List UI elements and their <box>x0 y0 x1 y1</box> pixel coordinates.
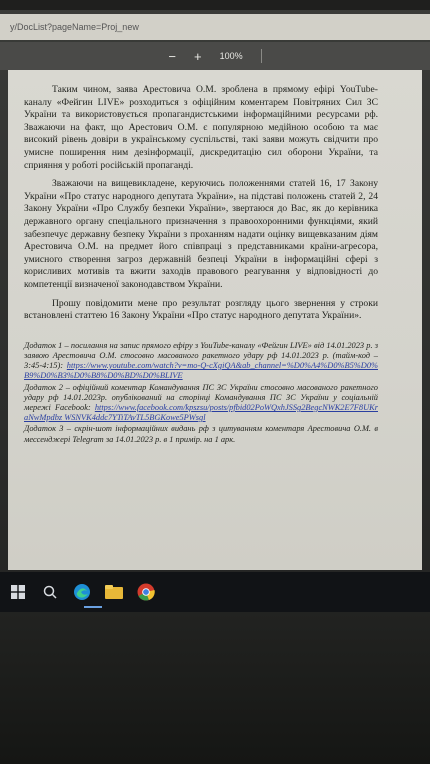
attachment-note-1 <box>24 341 378 382</box>
zoom-level: 100% <box>219 51 243 61</box>
paragraph: Таким чином, заява Арестовича О.М. зроблена в прямому ефірі YouTube-каналу «Фейгин LIVE» розходиться з офіційним коментарем Повітряних Сил ЗС України та використовується пропагандистськими інформаційними ресурсами рф. Зважаючи на факт, що Арестович О.М. є популярною медійною особою та має високий рівень довіри в українському суспільстві, такі заяви можуть свідчити про умисне поширення ним дезінформації, дискредитацію сил оборони України, та сприяння у роботі російській пропаганді. <box>24 84 378 171</box>
facebook-link[interactable]: https://www.facebook.com/kpszsu/posts/pfbid02PoWQxhJSSg2BegcNWK2E7F8UKraNwMpdbz WSNVK4ddc7YTiTAvTL5BGKowe5PWsgl <box>24 402 378 423</box>
browser-address-bar[interactable] <box>0 14 430 40</box>
laptop-keyboard-area <box>0 612 430 764</box>
search-icon[interactable] <box>40 582 60 602</box>
paragraph: Зважаючи на вищевикладене, керуючись положеннями статей 16, 17 Закону України «Про статус народного депутата України», на підставі положень статей 2, 24 Закону України «Про Службу безпеки України», звертаюся до Вас, як до керівника державного органу спеціального призначення з правоохоронними функціями, який забезпечує державну безпеку України з проханням надати оцінку вищевказаним діям Арестовича О.М. на предмет його співпраці з представниками країни-агресора, умисного створення загроз державній безпеці України в інформаційні сфері з корисливих мотивів та вжити заходів правового реагування у відповідності до компетенції визначеної законодавством України. <box>24 178 378 290</box>
file-explorer-icon[interactable] <box>104 582 124 602</box>
attachment-note-2 <box>24 383 378 424</box>
chrome-icon[interactable] <box>136 582 156 602</box>
monitor-bezel <box>0 0 430 10</box>
toolbar-divider <box>261 49 262 63</box>
zoom-out-button[interactable]: − <box>168 48 176 64</box>
attachments-list <box>24 341 378 445</box>
address-text[interactable]: y/DocList?pageName=Proj_new <box>10 22 139 32</box>
pdf-toolbar <box>0 42 430 70</box>
start-icon[interactable] <box>8 582 28 602</box>
windows-taskbar <box>0 572 430 612</box>
youtube-link[interactable]: https://www.youtube.com/watch?v=mo-Q-cXgiQA&ab_channel=%D0%A4%D0%B5%D0%B9%D0%B3%D0%B8%D0%BD%D0%BLIVE <box>24 361 378 381</box>
document-content <box>24 84 378 446</box>
edge-icon[interactable] <box>72 582 92 602</box>
note-text: Додаток 2 – офіційний коментар Командування ПС ЗС України стосовно масованого ракетного удару рф 14.01.2023р. опублікований на сторінці Командування ПС ЗС України у соціальній мережі Facebook: <box>24 382 378 412</box>
paragraph: Прошу повідомити мене про результат розгляду цього звернення у строки встановлені статтею 16 Закону України «Про статус народного депутата України». <box>24 297 378 322</box>
zoom-in-button[interactable]: + <box>193 48 202 64</box>
active-app-indicator <box>84 606 102 608</box>
note-text: Додаток 1 – посилання на запис прямого ефіру з YouTube-каналу «Фейгин LIVE» від 14.01.2023 р. з заявою Арестовича О.М. стосовно масованого ракетного удару рф 14.01.2023 р. (тайм-код – 3:45-4:15): <box>24 340 378 371</box>
attachment-note-3: Додаток 3 – скрін-шот інформаційних видань рф з цитуванням коментаря Арестовича О.М. в мессенджері Telegram за 14.01.2023 р. в 1 примір. на 1 арк. <box>24 424 378 444</box>
